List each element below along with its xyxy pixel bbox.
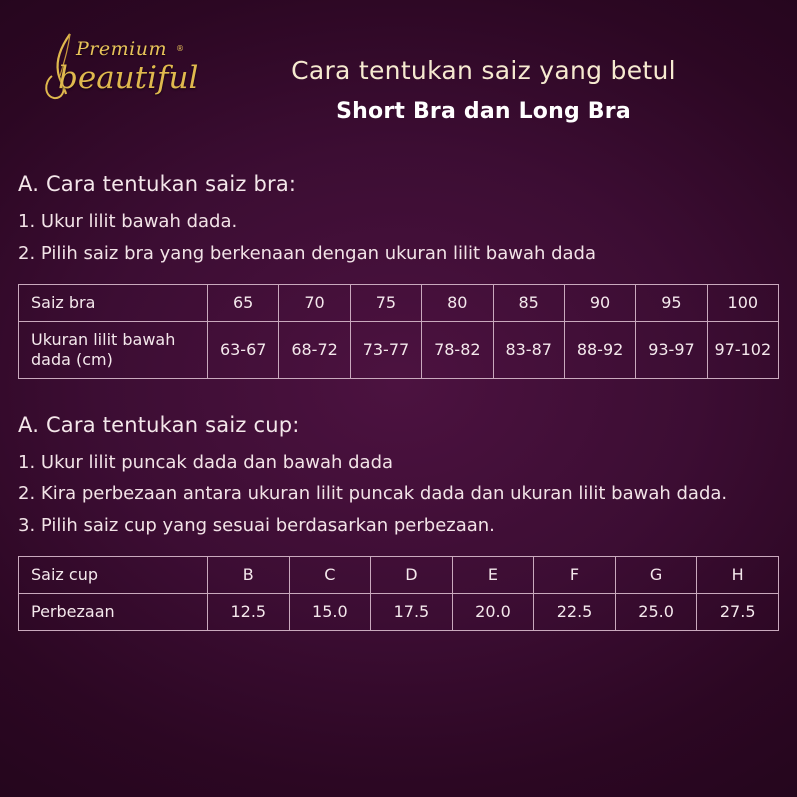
- bra-size-cell: 90: [564, 284, 635, 321]
- bra-measure-cell: 78-82: [422, 321, 493, 378]
- bra-size-cell: 95: [636, 284, 707, 321]
- logo-beautiful-text: beautiful: [58, 60, 199, 96]
- bra-measure-cell: 73-77: [350, 321, 421, 378]
- table-row: [19, 556, 779, 593]
- section-cup-step-1: 1. Ukur lilit puncak dada dan bawah dada: [18, 451, 394, 473]
- cup-difference-cell: 17.5: [371, 593, 453, 630]
- section-cup-heading: A. Cara tentukan saiz cup:: [18, 412, 300, 437]
- cup-difference-cell: 20.0: [452, 593, 534, 630]
- section-cup: [18, 413, 779, 631]
- cup-table-row1-label: Saiz cup: [19, 556, 208, 593]
- section-cup-step-2: 2. Kira perbezaan antara ukuran lilit puncak dada dan ukuran lilit bawah dada.: [18, 483, 728, 505]
- page-title: Cara tentukan saiz yang betul: [291, 56, 676, 85]
- bra-size-table: [18, 284, 779, 379]
- cup-size-cell: H: [697, 556, 779, 593]
- bra-measure-cell: 93-97: [636, 321, 707, 378]
- cup-size-cell: B: [208, 556, 290, 593]
- table-row: [19, 284, 779, 321]
- bra-size-cell: 80: [422, 284, 493, 321]
- cup-size-table: [18, 556, 779, 631]
- bra-size-cell: 75: [350, 284, 421, 321]
- cup-size-cell: C: [289, 556, 371, 593]
- bra-measure-cell: 97-102: [707, 321, 778, 378]
- section-bra-heading: A. Cara tentukan saiz bra:: [18, 172, 297, 196]
- section-bra-step-1: 1. Ukur lilit bawah dada.: [18, 211, 238, 232]
- cup-size-cell: E: [452, 556, 534, 593]
- bra-size-cell: 65: [208, 284, 279, 321]
- cup-difference-cell: 12.5: [208, 593, 290, 630]
- bra-table-row1-label: Saiz bra: [19, 284, 208, 321]
- cup-difference-cell: 25.0: [615, 593, 697, 630]
- section-bra: [18, 172, 779, 379]
- logo-premium-text: Premium: [76, 38, 167, 60]
- logo-registered-mark: ®: [176, 44, 184, 53]
- premium-beautiful-logo: [24, 34, 199, 114]
- page-header: [0, 0, 797, 160]
- cup-size-cell: G: [615, 556, 697, 593]
- cup-difference-cell: 22.5: [534, 593, 616, 630]
- bra-table-row2-label: Ukuran lilit bawah dada (cm): [19, 321, 208, 378]
- bra-measure-cell: 88-92: [564, 321, 635, 378]
- bra-size-cell: 85: [493, 284, 564, 321]
- page-subtitle: Short Bra dan Long Bra: [336, 99, 631, 124]
- cup-table-row2-label: Perbezaan: [19, 593, 208, 630]
- bra-measure-cell: 68-72: [279, 321, 350, 378]
- section-cup-step-3: 3. Pilih saiz cup yang sesuai berdasarkan perbezaan.: [18, 515, 495, 536]
- section-bra-step-2: 2. Pilih saiz bra yang berkenaan dengan ukuran lilit bawah dada: [18, 242, 597, 264]
- table-row: [19, 321, 779, 378]
- page-content: [18, 172, 779, 631]
- table-row: [19, 593, 779, 630]
- cup-difference-cell: 15.0: [289, 593, 371, 630]
- bra-size-cell: 70: [279, 284, 350, 321]
- bra-measure-cell: 63-67: [208, 321, 279, 378]
- bra-size-cell: 100: [707, 284, 778, 321]
- cup-difference-cell: 27.5: [697, 593, 779, 630]
- cup-size-cell: D: [371, 556, 453, 593]
- bra-measure-cell: 83-87: [493, 321, 564, 378]
- title-block: [190, 56, 777, 124]
- cup-size-cell: F: [534, 556, 616, 593]
